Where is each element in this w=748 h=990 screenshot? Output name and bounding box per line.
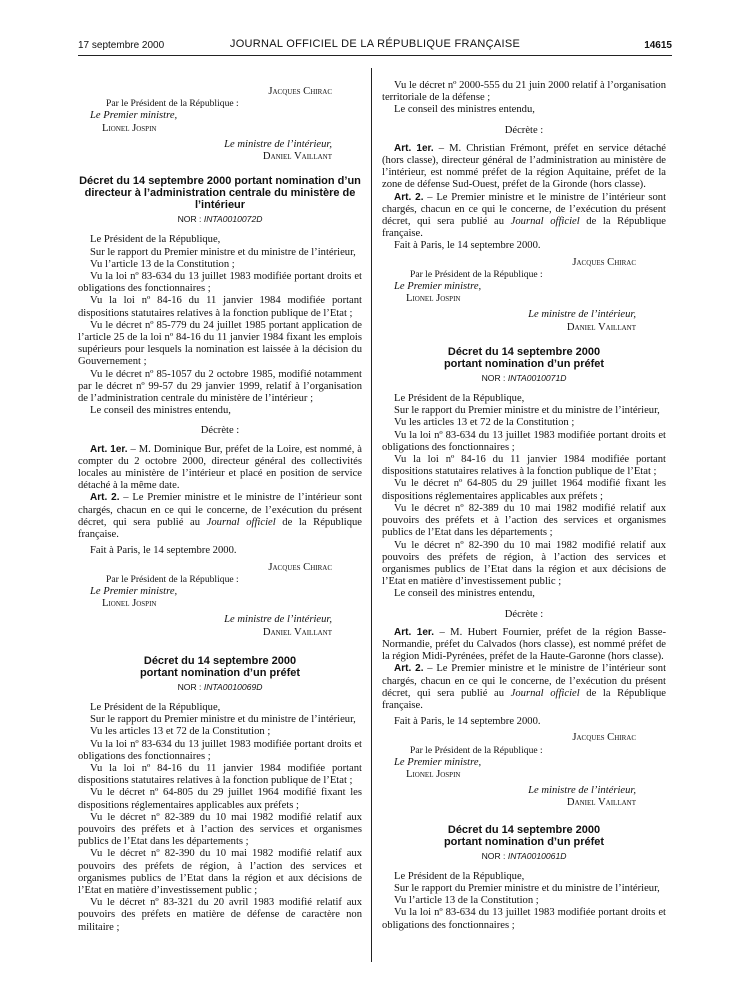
decree4-nor: NOR : INTA0010061D [481,850,567,861]
decree3-president: Le Président de la République, [394,393,525,405]
decree4-vu-1: Vu l’article 13 de la Constitution ; [394,895,539,907]
decree1-conseil: Le conseil des ministres entendu, [90,405,231,417]
decree3-sig-par: Par le Président de la République : [410,744,543,756]
decree1-sig-ministre-name: Daniel Vaillant [262,626,332,638]
column-divider [371,68,372,962]
decree2-title: Décret du 14 septembre 2000 portant nomination d’un préfet [139,654,301,679]
header-journal-title: JOURNAL OFFICIEL DE LA RÉPUBLIQUE FRANÇAISE [229,38,521,50]
decree1-article2: Art. 2. – Le Premier ministre et le ministre de l’intérieur sont chargés, chacun en ce qui le concerne, de l’exécution du présent décret, qui sera publié au Journal officiel de la République française. [78,492,363,541]
decree4-rapport: Sur le rapport du Premier ministre et du ministre de l’intérieur, [394,882,660,894]
decree2-article2: Art. 2. – Le Premier ministre et le ministre de l’intérieur sont chargés, chacun en ce qui le concerne, de l’exécution du présent décret, qui sera publié au Journal officiel de la République française. [382,191,667,240]
decree1-sig-par: Par le Président de la République : [106,573,239,585]
left-column [78,86,362,934]
decree3-sig-premier-title: Le Premier ministre, [394,756,482,768]
decree4-president: Le Président de la République, [394,870,525,882]
decree3-vu-3: Vu la loi nº 84-16 du 11 janvier 1984 modifiée portant dispositions statutaires relatives à la fonction publique de l’Etat ; [382,454,666,478]
decree3-sig-premier-name: Lionel Jospin [406,768,461,780]
decree1-title: Décret du 14 septembre 2000 portant nomination d’un directeur à l’administration centrale du ministère de l’intérieur [79,175,361,212]
decree3-title: Décret du 14 septembre 2000 portant nomination d’un préfet [443,345,605,370]
decree3-article2: Art. 2. – Le Premier ministre et le ministre de l’intérieur sont chargés, chacun en ce qui le concerne, de l’exécution du présent décret, qui sera publié au Journal officiel de la République française. [382,663,667,711]
decree1-vu-2: Vu la loi nº 83-634 du 13 juillet 1983 modifiée portant droits et obligations des fonctionnaires ; [78,271,362,295]
signature-ministre-title: Le ministre de l’intérieur, [224,138,332,150]
decree1-nor: NOR : INTA0010072D [177,214,263,225]
decree3-vu-6: Vu le décret nº 82-390 du 10 mai 1982 modifié relatif aux pouvoirs des préfets de région, à l’action des services et organismes publics de l’Etat dans la région et aux décisions de l’Etat en matière d’investissement public ; [382,539,666,588]
signature-ministre-name: Daniel Vaillant [262,151,332,163]
right-column [382,80,666,932]
header-page-number: 14615 [644,40,672,51]
signature-premier-title: Le Premier ministre, [90,110,178,122]
decree2-sig-president: Jacques Chirac [572,256,636,268]
decree2-vu-1: Vu les articles 13 et 72 de la Constitution ; [90,726,271,738]
decree2-sig-ministre-title: Le ministre de l’intérieur, [528,309,636,321]
decree3-decrete: Décrète : [504,608,544,620]
decree3-rapport: Sur le rapport du Premier ministre et du ministre de l’intérieur, [394,405,660,417]
decree2-vu-8: Vu le décret nº 2000-555 du 21 juin 2000 relatif à l’organisation territoriale de la défense ; [382,80,666,104]
decree1-vu-3: Vu la loi nº 84-16 du 11 janvier 1984 modifiée portant dispositions statutaires relatives à la fonction publique de l’Etat ; [78,295,362,319]
decree3-sig-ministre-title: Le ministre de l’intérieur, [528,785,636,797]
decree1-sig-premier-name: Lionel Jospin [102,598,157,610]
decree1-rapport: Sur le rapport du Premier ministre et du ministre de l’intérieur, [90,246,356,258]
decree2-president: Le Président de la République, [90,701,221,713]
decree1-vu-5: Vu le décret nº 85-1057 du 2 octobre 1985, modifié notamment par le décret nº 99-57 du 29 janvier 1999, relatif à l’organisation de l’administration centrale du ministère de l’intérieur ; [78,368,362,405]
header-date: 17 septembre 2000 [78,40,165,51]
decree4-title: Décret du 14 septembre 2000 portant nomination d’un préfet [443,823,605,848]
decree2-fait: Fait à Paris, le 14 septembre 2000. [394,240,541,252]
decree1-vu-4: Vu le décret nº 85-779 du 24 juillet 1985 portant application de l’article 25 de la loi nº 84-16 du 11 janvier 1984 fixant les emplois supérieurs pour lesquels la nomination est laissée à la décision du Gouvernement ; [78,319,362,368]
decree3-sig-president: Jacques Chirac [572,732,636,744]
decree1-vu-1: Vu l’article 13 de la Constitution ; [90,258,235,270]
decree2-vu-4: Vu le décret nº 64-805 du 29 juillet 1964 modifié fixant les dispositions réglementaires applicables aux préfets ; [78,787,362,811]
decree3-vu-1: Vu les articles 13 et 72 de la Constitution ; [394,417,575,429]
decree3-nor: NOR : INTA0010071D [481,372,567,383]
decree2-sig-ministre-name: Daniel Vaillant [566,321,636,333]
decree2-conseil: Le conseil des ministres entendu, [394,104,535,116]
decree2-rapport: Sur le rapport du Premier ministre et du ministre de l’intérieur, [90,714,356,726]
decree1-sig-president: Jacques Chirac [268,561,332,573]
decree1-sig-premier-title: Le Premier ministre, [90,585,178,597]
decree2-sig-premier-title: Le Premier ministre, [394,281,482,293]
decree1-sig-ministre-title: Le ministre de l’intérieur, [224,614,332,626]
decree1-decrete: Décrète : [200,425,240,437]
decree1-fait: Fait à Paris, le 14 septembre 2000. [90,545,237,557]
signature-par-president: Par le Président de la République : [106,98,239,110]
decree3-vu-5: Vu le décret nº 82-389 du 10 mai 1982 modifié relatif aux pouvoirs des préfets et à l’action des services et organismes publics de l’Etat dans les départements ; [382,502,666,539]
decree1-article1: Art. 1er. – M. Dominique Bur, préfet de la Loire, est nommé, à compter du 2 octobre 2000, directeur général des collectivités locales au ministère de l’intérieur et placé en position de service détaché à la même date. [78,443,362,492]
signature-president: Jacques Chirac [268,86,332,97]
header-rule [78,55,672,56]
decree2-vu-7: Vu le décret nº 83-321 du 20 avril 1983 modifié relatif aux pouvoirs des préfets en matière de défense de caractère non militaire ; [78,897,362,933]
decree2-article1: Art. 1er. – M. Christian Frémont, préfet en service détaché (hors classe), directeur général de l’administration au ministère de l’intérieur, est nommé préfet de la région Aquitaine, préfet de la zone de défense Sud-Ouest, préfet de la Gironde (hors classe). [382,142,667,191]
decree2-vu-3: Vu la loi nº 84-16 du 11 janvier 1984 modifiée portant dispositions statutaires relatives à la fonction publique de l’Etat ; [78,762,362,787]
decree2-sig-par: Par le Président de la République : [410,268,543,280]
decree3-sig-ministre-name: Daniel Vaillant [566,797,636,809]
page-header [78,38,672,54]
decree1-president: Le Président de la République, [90,234,221,246]
decree2-vu-5: Vu le décret nº 82-389 du 10 mai 1982 modifié relatif aux pouvoirs des préfets et à l’action des services et organismes publics de l’Etat dans les départements ; [78,811,362,848]
decree3-conseil: Le conseil des ministres entendu, [394,588,535,600]
decree2-vu-2: Vu la loi nº 83-634 du 13 juillet 1983 modifiée portant droits et obligations des fonctionnaires ; [78,738,362,762]
decree3-fait: Fait à Paris, le 14 septembre 2000. [394,716,541,728]
signature-premier-name: Lionel Jospin [102,122,157,134]
decree3-vu-4: Vu le décret nº 64-805 du 29 juillet 1964 modifié fixant les dispositions réglementaires applicables aux préfets ; [382,478,666,502]
decree3-vu-2: Vu la loi nº 83-634 du 13 juillet 1983 modifiée portant droits et obligations des fonctionnaires ; [382,429,666,453]
decree4-vu-2: Vu la loi nº 83-634 du 13 juillet 1983 modifiée portant droits et obligations des fonctionnaires ; [382,907,666,931]
decree2-nor: NOR : INTA0010069D [177,681,263,692]
decree2-vu-6: Vu le décret nº 82-390 du 10 mai 1982 modifié relatif aux pouvoirs des préfets de région, à l’action des services et organismes publics de l’Etat dans la région et aux décisions de l’Etat en matière d’investissement public ; [78,848,362,896]
decree3-article1: Art. 1er. – M. Hubert Fournier, préfet de la région Basse-Normandie, préfet du Calvados (hors classe), est nommé préfet de la région Midi-Pyrénées, préfet de la Haute-Garonne (hors classe). [382,626,666,663]
decree2-decrete: Décrète : [504,124,544,136]
decree2-sig-premier-name: Lionel Jospin [406,293,461,305]
